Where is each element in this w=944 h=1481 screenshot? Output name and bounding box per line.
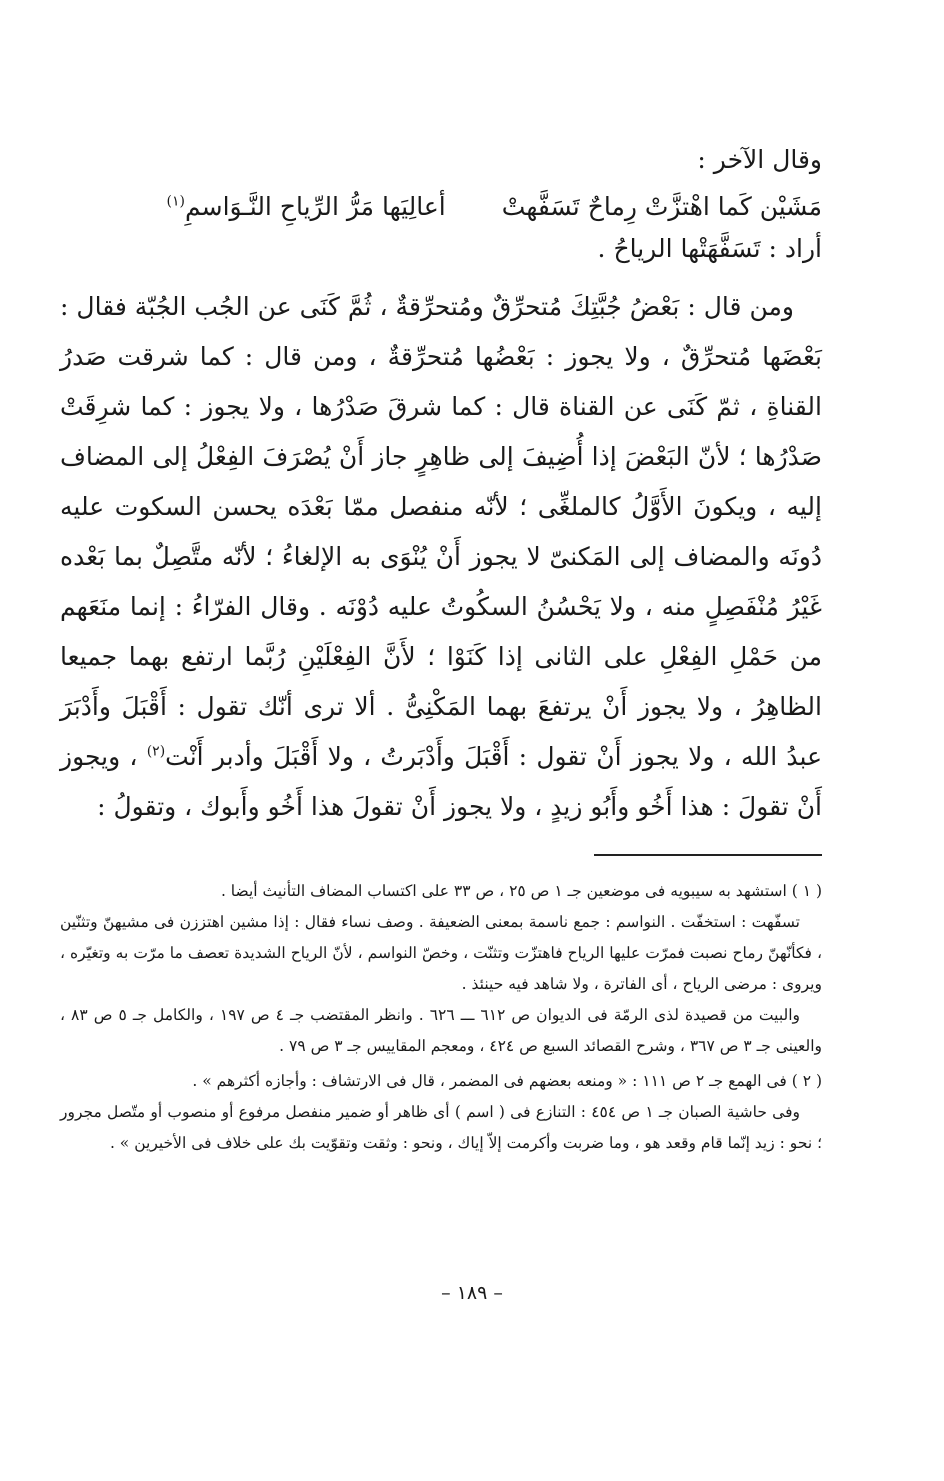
verse-hemistich-second-text: أعالِيَها مَرُّ الرِّياحِ النَّـوَاسمِ (185, 192, 446, 221)
footnote-1-line-3: والبيت من قصيدة لذى الرمّة فى الديوان ص ٦١٢ ـــ ٦٢٦ . وانظر المقتضب جـ ٤ ص ١٩٧ ، والكامل جـ ٥ ص ٨٣ ، والعينى جـ ٣ ص ٣٦٧ ، وشرح القصائد السبع ص ٤٢٤ ، ومعجم المقاييس جـ ٣ ص ٧٩ . (60, 1006, 822, 1055)
poetry-verse (60, 186, 822, 228)
body-paragraph-part-1: ومن قال : بَعْضُ جُبَّتِكَ مُتحرِّقٌ ومُتحرِّقةٌ ، ثُمَّ كَنَى عن الجُب الجُبّة فقال : بَعْضَها مُتحرِّقٌ ، ولا يجوز : بَعْضُها مُتحرِّقةٌ ، ومن قال : كما شرقت صَدرُ القناةِ ، ثمّ كَنَى عن القناة قال : كما شرقَ صَدْرُها ، ولا يجوز : كما شرِقَتْ صَدْرُها ؛ لأنّ البَعْضَ إذا أُضِيفَ إلى ظاهِرٍ جاز أَنْ يُصْرَفَ الفِعْلُ إلى المضاف إليه ، ويكونَ الأَوَّلُ كالملغِّى ؛ لأنّه منفصل ممّا بَعْدَه يحسن السكوت عليه دُونَه والمضاف إلى المَكنىّ لا يجوز أَنْ يُنْوَى به الإلغاءُ ؛ لأنّه متَّصِلٌ بما بَعْده غَيْرُ مُنْفَصِلٍ منه ، ولا يَحْسُنُ السكُوتُ عليه دُوْنَه . وقال الفرّاءُ : إنما منَعَهم من حَمْلِ الفِعْلِ على الثانى إذا كَنَوْا ؛ لأَنَّ الفِعْلَيْنِ رُبَّما ارتفع بهما جميعا الظاهِرُ ، ولا يجوز أَنْ يرتفعَ بهما المَكْنِىُّ . ألا ترى أنّك تقول : أَقْبَلَ وأَدْبَرَ عبدُ الله ، ولا يجوز أَنْ تقول : أَقْبَلَ وأَدْبَرتُ ، ولا أَقْبَلَ وأدبر أَنْت (60, 292, 822, 771)
footnote-1-line-2: تسفّهت : استخفّت . النواسم : جمع ناسمة بمعنى الضعيفة . وصف نساء فقال : إذا مشين اهتززن فى مشيهنّ وتثنّين ، فكأنّهنّ رماح نصبت فمرّت عليها الرياح فاهتزّت وتثنّت ، وخصّ النواسم ، لأنّ الرياح الشديدة تعصف ما مرّت به وتغيّره ، ويروى : مرضى الرياح ، أى الفاترة ، ولا شاهد فيه حينئذ . (60, 913, 822, 993)
verse-explanation: أراد : تَسَفَّهَتْها الرياحُ . (597, 234, 822, 263)
page-content (60, 140, 822, 1163)
verse-hemistich-first: مَشَيْن كَما اهْتزَّتْ رِماحٌ تَسَفَّهتْ (501, 192, 822, 221)
body-paragraph-part-2: ، ويجوز أَنْ تقولَ : هذا أَخُو وأَبُو زيدٍ ، ولا يجوز أَنْ تقولَ هذا أَخُو وأَبوك ، وتقولُ : (60, 742, 822, 821)
footnote-1 (60, 876, 822, 1062)
footnote-marker-2[interactable]: (٢) (146, 743, 166, 760)
footnote-2-line-1: ( ٢ ) فى الهمع جـ ٢ ص ١١١ : « ومنعه بعضهم فى المضمر ، قال فى الارتشاف : وأجازه أكثرهم » . (192, 1072, 822, 1090)
footnote-marker-1[interactable]: (١) (166, 193, 185, 210)
footnote-2-line-2: وفى حاشية الصبان جـ ١ ص ٤٥٤ : التنازع فى ( اسم ) أى ظاهر أو ضمير منفصل مرفوع أو منصوب أو متّصل مجرور ؛ نحو : زيد إنّما قام وقعد هو ، وما ضربت وأكرمت إلاّ إياك ، ونحو : وثقت وتقوّيت بك على خلاف فى الأخيرين » . (60, 1103, 822, 1152)
verse-hemistich-second (167, 186, 446, 228)
footnote-1-line-1: ( ١ ) استشهد به سيبويه فى موضعين جـ ١ ص ٢٥ ، ص ٣٣ على اكتساب المضاف التأنيث أيضا . (220, 882, 822, 900)
footnote-divider (594, 854, 822, 856)
footnote-2 (60, 1066, 822, 1159)
page-number: – ١٨٩ – (441, 1282, 503, 1304)
verse-intro: وقال الآخر : (697, 145, 822, 174)
body-paragraph (60, 282, 822, 832)
